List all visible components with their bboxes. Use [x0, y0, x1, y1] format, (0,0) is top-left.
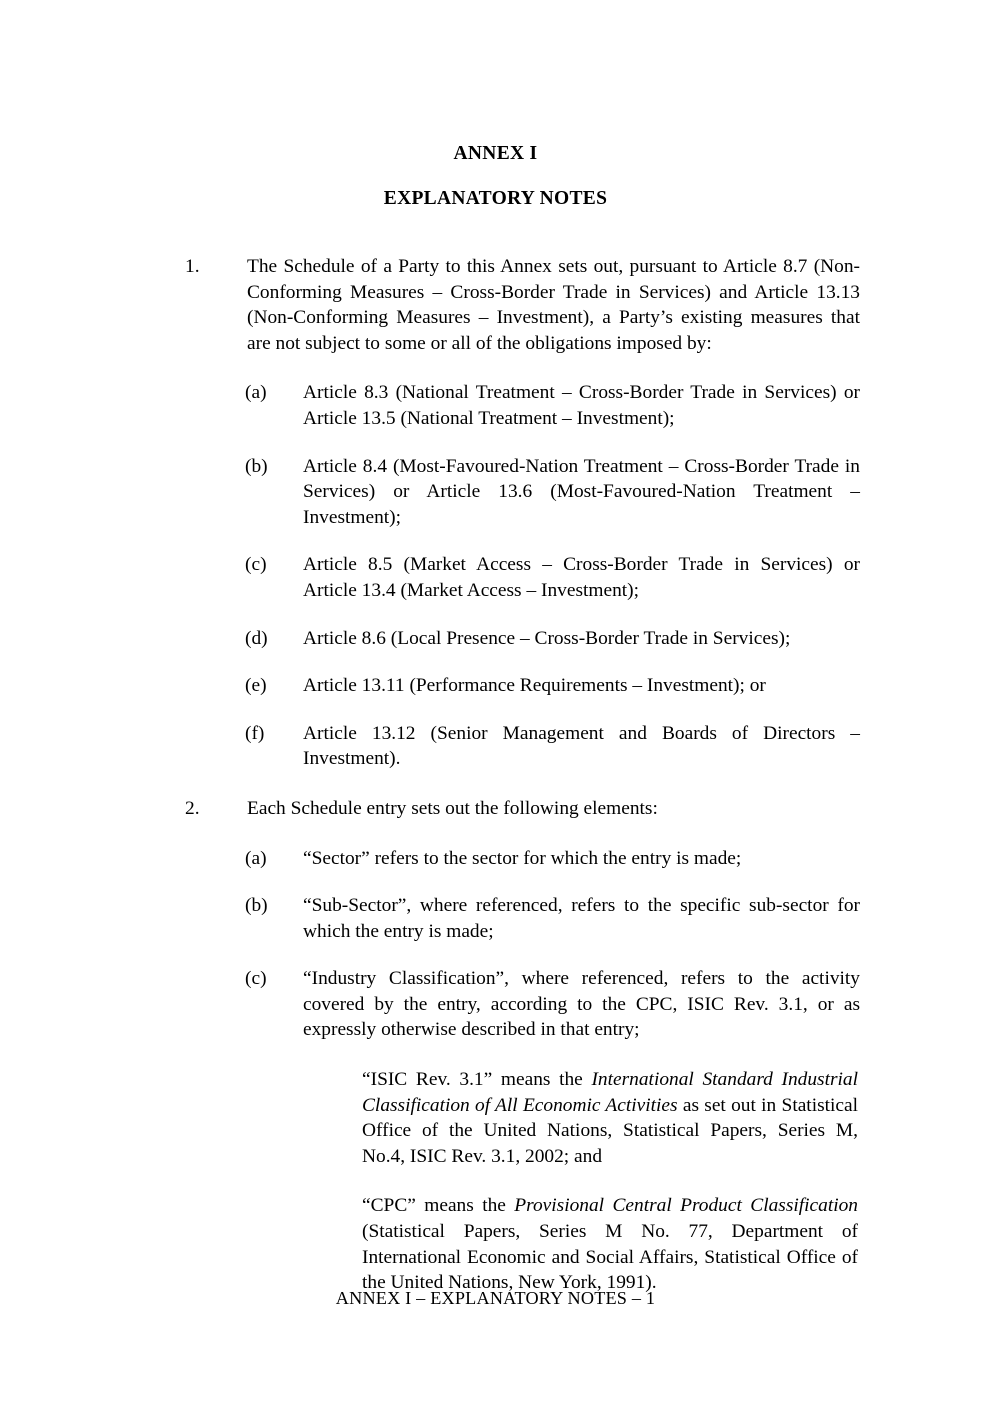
- spacer: [0, 1169, 991, 1193]
- numbered-paragraph-2: [185, 796, 860, 822]
- list-item-1e: [245, 673, 860, 699]
- spacer: [0, 651, 991, 673]
- definition-isic-tail: as set out in Statistical Office of the United Nations, Statistical Papers, Series M, No.4, ISIC Rev. 3.1, 2002; and: [362, 1094, 859, 1167]
- spacer: [0, 772, 991, 796]
- list-item-1e-text: Article 13.11 (Performance Requirements – Investment); or: [303, 675, 766, 697]
- paragraph-2-text: Each Schedule entry sets out the following elements:: [247, 797, 658, 819]
- definition-isic: [362, 1067, 858, 1169]
- list-item-1c: [245, 552, 860, 603]
- definition-cpc: [362, 1193, 858, 1295]
- spacer: [0, 699, 991, 721]
- list-item-2c: [245, 966, 860, 1043]
- spacer: [0, 822, 991, 846]
- spacer: [0, 871, 991, 893]
- paragraph-1-marker: 1.: [185, 256, 200, 277]
- list-item-2c-marker: (c): [245, 968, 267, 990]
- list-item-1b-marker: (b): [245, 455, 268, 477]
- list-item-1a-text: Article 8.3 (National Treatment – Cross-Border Trade in Services) or Article 13.5 (National Treatment – Investment);: [303, 382, 860, 429]
- spacer: [0, 356, 991, 380]
- spacer: [0, 604, 991, 626]
- list-item-2a-text: “Sector” refers to the sector for which the entry is made;: [303, 847, 742, 869]
- spacer: [0, 432, 991, 454]
- list-item-2b-marker: (b): [245, 895, 268, 917]
- list-item-1d-marker: (d): [245, 627, 268, 649]
- list-item-1c-text: Article 8.5 (Market Access – Cross-Border Trade in Services) or Article 13.4 (Market Access – Investment);: [303, 554, 860, 601]
- spacer: [0, 1043, 991, 1067]
- annex-heading: ANNEX I: [453, 143, 538, 164]
- page-footer: ANNEX I – EXPLANATORY NOTES – 1: [335, 1288, 656, 1308]
- list-item-2a-marker: (a): [245, 847, 267, 869]
- paragraph-2-marker: 2.: [185, 797, 200, 819]
- list-item-1f-marker: (f): [245, 722, 265, 744]
- list-item-1a-marker: (a): [245, 382, 267, 404]
- explanatory-notes-heading: EXPLANATORY NOTES: [383, 188, 608, 209]
- definition-isic-title: International Standard Industrial Classification of All Economic Activities: [362, 1069, 859, 1116]
- list-item-1b: [245, 454, 860, 531]
- list-item-1a: [245, 380, 860, 431]
- definition-cpc-lead: “CPC” means the: [362, 1195, 515, 1217]
- list-item-2a: [245, 846, 860, 872]
- list-item-1d: [245, 626, 860, 652]
- spacer: [0, 530, 991, 552]
- list-item-1d-text: Article 8.6 (Local Presence – Cross-Border Trade in Services);: [303, 627, 791, 649]
- list-item-2c-text: “Industry Classification”, where referenced, refers to the activity covered by the entry, according to the CPC, ISIC Rev. 3.1, or as expressly otherwise described in that entry;: [303, 968, 860, 1041]
- definition-isic-lead: “ISIC Rev. 3.1” means the: [362, 1069, 592, 1091]
- definition-cpc-tail: (Statistical Papers, Series M No. 77, Department of International Economic and Social Affairs, Statistical Office of the United Nations, New York, 1991).: [362, 1221, 858, 1294]
- list-item-1f-text: Article 13.12 (Senior Management and Boards of Directors – Investment).: [303, 722, 860, 770]
- list-item-1f: [245, 721, 860, 772]
- spacer: [0, 944, 991, 966]
- list-item-2b-text: “Sub-Sector”, where referenced, refers to the specific sub-sector for which the entry is made;: [303, 895, 860, 942]
- definition-cpc-title: Provisional Central Product Classification: [514, 1195, 858, 1217]
- list-item-1e-marker: (e): [245, 675, 267, 697]
- paragraph-1-text: The Schedule of a Party to this Annex sets out, pursuant to Article 8.7 (Non-Conforming Measures – Cross-Border Trade in Services) and Article 13.13 (Non-Conforming Measures – Investment), a Party’s existing measures that are not subject to some or all of the obligations imposed by:: [247, 256, 860, 354]
- list-item-1c-marker: (c): [245, 554, 267, 576]
- numbered-paragraph-1: [185, 254, 860, 356]
- list-item-2b: [245, 893, 860, 944]
- list-item-1b-text: Article 8.4 (Most-Favoured-Nation Treatment – Cross-Border Trade in Services) or Article 13.6 (Most-Favoured-Nation Treatment – Investment);: [303, 455, 860, 528]
- document-body: [0, 254, 991, 1296]
